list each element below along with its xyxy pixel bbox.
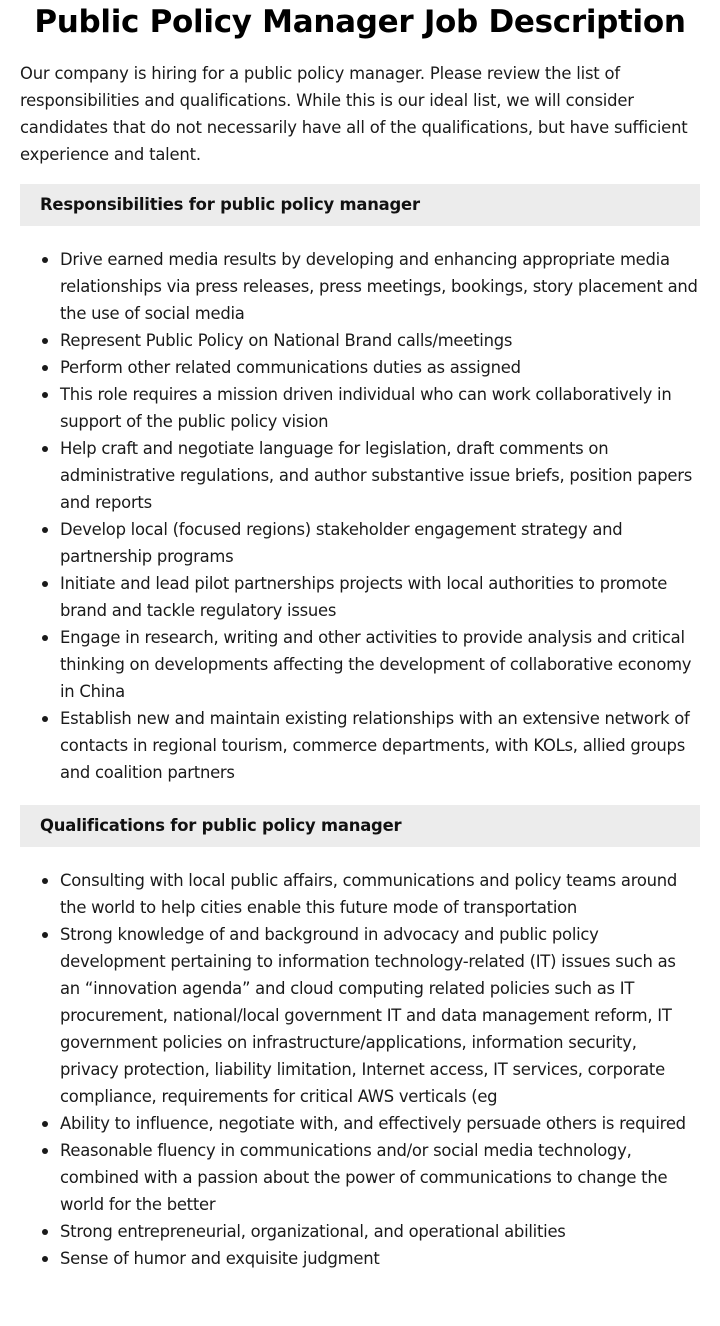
responsibilities-list [20, 246, 700, 786]
qualifications-heading: Qualifications for public policy manager [20, 805, 700, 847]
responsibilities-heading: Responsibilities for public policy manager [20, 184, 700, 226]
list-item: Develop local (focused regions) stakeholder engagement strategy and partnership programs [20, 516, 700, 570]
list-item: Drive earned media results by developing and enhancing appropriate media relationships via press releases, press meetings, bookings, story placement and the use of social media [20, 246, 700, 327]
list-item: Strong knowledge of and background in advocacy and public policy development pertaining to information technology-related (IT) issues such as an “innovation agenda” and cloud computing related policies such as IT procurement, national/local government IT and data management reform, IT government policies on infrastructure/applications, information security, privacy protection, liability limitation, Internet access, IT services, corporate compliance, requirements for critical AWS verticals (eg [20, 921, 700, 1110]
list-item: Strong entrepreneurial, organizational, and operational abilities [20, 1218, 700, 1245]
list-item: Reasonable fluency in communications and/or social media technology, combined with a passion about the power of communications to change the world for the better [20, 1137, 700, 1218]
list-item: Ability to influence, negotiate with, and effectively persuade others is required [20, 1110, 700, 1137]
qualifications-list [20, 867, 700, 1272]
list-item: Help craft and negotiate language for legislation, draft comments on administrative regulations, and author substantive issue briefs, position papers and reports [20, 435, 700, 516]
list-item: Engage in research, writing and other activities to provide analysis and critical thinking on developments affecting the development of collaborative economy in China [20, 624, 700, 705]
list-item: Initiate and lead pilot partnerships projects with local authorities to promote brand and tackle regulatory issues [20, 570, 700, 624]
page-title: Public Policy Manager Job Description [34, 4, 686, 40]
intro-paragraph: Our company is hiring for a public policy manager. Please review the list of responsibilities and qualifications. While this is our ideal list, we will consider candidates that do not necessarily have all of the qualifications, but have sufficient experience and talent. [20, 64, 688, 164]
list-item: Consulting with local public affairs, communications and policy teams around the world to help cities enable this future mode of transportation [20, 867, 700, 921]
list-item: Sense of humor and exquisite judgment [20, 1245, 700, 1272]
list-item: Perform other related communications duties as assigned [20, 354, 700, 381]
list-item: Establish new and maintain existing relationships with an extensive network of contacts in regional tourism, commerce departments, with KOLs, allied groups and coalition partners [20, 705, 700, 786]
list-item: Represent Public Policy on National Brand calls/meetings [20, 327, 700, 354]
list-item: This role requires a mission driven individual who can work collaboratively in support of the public policy vision [20, 381, 700, 435]
